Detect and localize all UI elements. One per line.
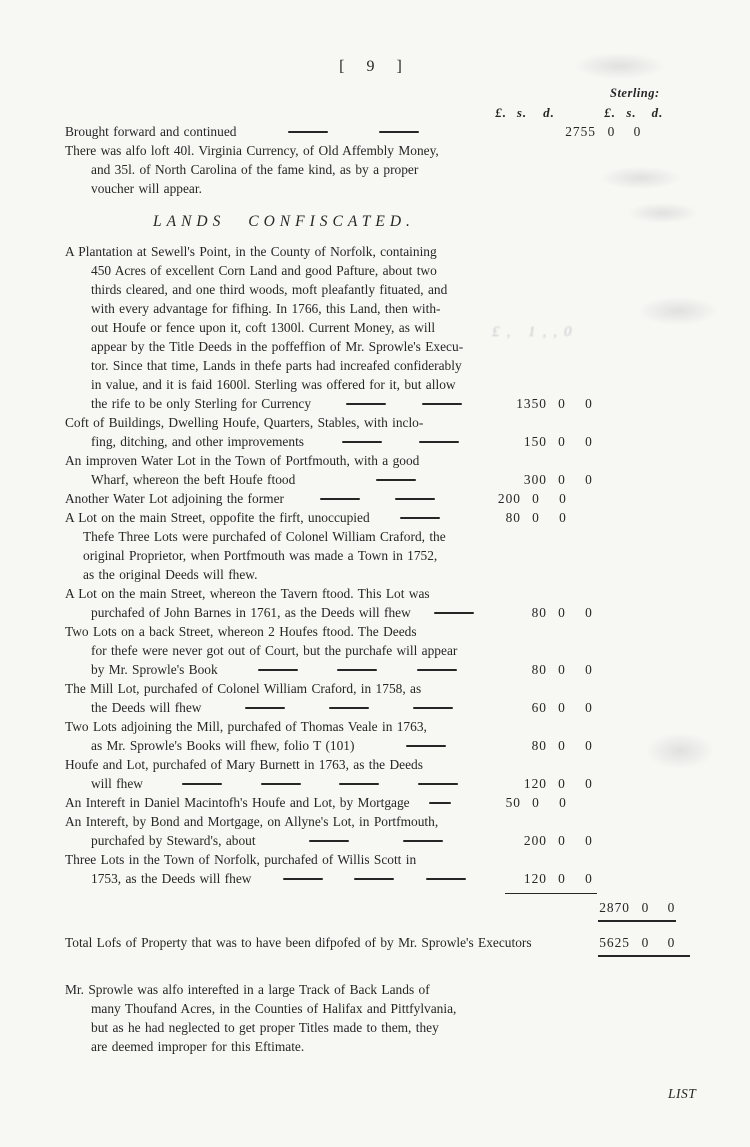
text-line: Coft of Buildings, Dwelling Houfe, Quarters, Stables, with inclo- — [65, 415, 424, 430]
dash-leader — [284, 489, 471, 508]
text-line: Mr. Sprowle was alfo interefted in a large Track of Back Lands of — [65, 982, 430, 997]
ledger-entry-row — [65, 122, 750, 141]
total-underline — [598, 955, 690, 957]
text-line: thirds cleared, and one third woods, moft pleafantly fituated, and — [91, 282, 448, 297]
text-line: but as he had neglected to get proper Titles made to them, they — [91, 1020, 439, 1035]
amount-cell: 0 — [532, 491, 540, 506]
leader-dash — [403, 840, 443, 842]
empty-cell — [471, 122, 521, 141]
empty-cell — [601, 698, 656, 717]
sterling-pence-header: d. — [651, 105, 664, 120]
dash-leader — [236, 122, 471, 141]
amount-cell: 0 — [585, 700, 593, 715]
sterling-pounds-header: £. — [604, 105, 616, 120]
amount-cell: 0 — [559, 491, 567, 506]
amount-cell: 0 — [558, 396, 566, 411]
dash-leader — [295, 470, 497, 489]
entry-text: purchafed by Steward's, about — [91, 833, 256, 848]
amount-cell: 1350 — [516, 396, 547, 411]
amount-cell: 200 — [523, 833, 547, 848]
dash-leader — [304, 432, 497, 451]
empty-cell — [630, 793, 661, 812]
text-line: for thefe were never got out of Court, but the purchafe will appear — [91, 643, 458, 658]
leader-dash — [422, 403, 462, 405]
subtotal-underline — [598, 920, 676, 922]
amount-cell: 0 — [585, 738, 593, 753]
text-line: many Thoufand Acres, in the Counties of Halifax and Pittfylvania, — [91, 1001, 457, 1016]
entry-description — [65, 394, 497, 413]
entry-description — [65, 603, 497, 622]
leader-dash — [258, 669, 298, 671]
empty-cell — [687, 831, 708, 850]
entry-description — [65, 869, 497, 888]
empty-cell — [687, 660, 708, 679]
column-headers — [65, 104, 750, 122]
text-line: out Houfe or fence upon it, coft 1300l. Current Money, as will — [91, 320, 436, 335]
ledger-entry-row — [65, 489, 750, 508]
empty-cell — [687, 470, 708, 489]
leader-dash — [283, 878, 323, 880]
dash-leader — [311, 394, 497, 413]
dash-leader — [354, 736, 497, 755]
leader-dash — [329, 707, 369, 709]
empty-cell — [575, 508, 630, 527]
entry-text: the rife to be only Sterling for Currency — [91, 396, 312, 411]
sterling-shillings-header: s. — [626, 105, 637, 120]
empty-cell — [656, 660, 687, 679]
empty-cell — [601, 774, 656, 793]
leader-dash — [418, 783, 458, 785]
empty-cell — [656, 603, 687, 622]
entry-text: the Deeds will fhew — [91, 700, 202, 715]
leader-dash — [309, 840, 349, 842]
empty-cell — [687, 698, 708, 717]
amount-cell: 0 — [585, 605, 593, 620]
empty-cell — [656, 869, 687, 888]
ledger-entry-row — [65, 736, 750, 755]
entry-description — [65, 698, 497, 717]
subtotal-pounds: 2870 — [599, 900, 630, 915]
empty-cell — [656, 831, 687, 850]
empty-cell — [630, 508, 661, 527]
empty-cell — [656, 698, 687, 717]
leader-dash — [337, 669, 377, 671]
leader-dash — [376, 479, 416, 481]
subtotal-shillings: 0 — [641, 900, 650, 915]
amount-cell: 80 — [505, 510, 521, 525]
entry-text: will fhew — [91, 776, 143, 791]
empty-cell — [656, 432, 687, 451]
ledger-entry-row — [65, 508, 750, 527]
amount-cell: 0 — [585, 396, 593, 411]
subtotal-spacer — [65, 898, 471, 917]
amount-cell: 0 — [558, 605, 566, 620]
sterling-subtotal-row — [65, 898, 750, 917]
page-number: [ 9 ] — [339, 58, 411, 75]
ledger-entry-row — [65, 394, 750, 413]
header-spacer — [65, 104, 457, 122]
amount-cell: 0 — [558, 662, 566, 677]
amount-cell: 2755 — [565, 124, 596, 139]
amount-cell: 0 — [532, 510, 540, 525]
leader-dash — [400, 517, 440, 519]
empty-cell — [656, 470, 687, 489]
text-line: Two Lots adjoining the Mill, purchafed of Thomas Veale in 1763, — [65, 719, 427, 734]
dash-leader — [411, 603, 497, 622]
amount-cell: 120 — [523, 776, 547, 791]
leader-dash — [346, 403, 386, 405]
leader-dash — [261, 783, 301, 785]
section-heading: LANDS CONFISCATED. — [153, 213, 415, 230]
text-line: in value, and it is faid 1600l. Sterling was offered for it, but allow — [91, 377, 456, 392]
entry-text: An Intereft in Daniel Macintofh's Houfe and Lot, by Mortgage — [65, 795, 410, 810]
text-line: voucher will appear. — [91, 181, 202, 196]
empty-cell — [661, 508, 682, 527]
leader-dash — [419, 441, 459, 443]
empty-cell — [687, 603, 708, 622]
ledger-entry-row — [65, 660, 750, 679]
amount-cell: 0 — [558, 871, 566, 886]
total-shillings: 0 — [641, 935, 650, 950]
leader-dash — [288, 131, 328, 133]
entry-description — [65, 793, 471, 812]
leader-dash — [417, 669, 457, 671]
dash-leader — [370, 508, 471, 527]
leader-dash — [406, 745, 446, 747]
text-line: 450 Acres of excellent Corn Land and good Pafture, about two — [91, 263, 437, 278]
leader-dash — [245, 707, 285, 709]
empty-cell — [687, 869, 708, 888]
empty-cell — [687, 432, 708, 451]
amount-cell: 0 — [585, 871, 593, 886]
ledger-entry-row — [65, 831, 750, 850]
ledger-entry-row — [65, 869, 750, 888]
empty-cell — [630, 489, 661, 508]
entry-description — [65, 432, 497, 451]
empty-cell — [601, 736, 656, 755]
text-line: as the original Deeds will fhew. — [83, 567, 258, 582]
text-line: Houfe and Lot, purchafed of Mary Burnett in 1763, as the Deeds — [65, 757, 423, 772]
ledger-entries — [65, 122, 750, 888]
amount-cell: 0 — [585, 472, 593, 487]
amount-cell: 0 — [558, 776, 566, 791]
empty-cell — [601, 394, 656, 413]
empty-cell — [601, 470, 656, 489]
text-line: with every advantage for fifhing. In 1766, this Land, then with- — [91, 301, 441, 316]
ledger-entry-row — [65, 698, 750, 717]
total-pounds: 5625 — [599, 935, 630, 950]
empty-cell — [601, 660, 656, 679]
entry-text: by Mr. Sprowle's Book — [91, 662, 218, 677]
empty-cell — [656, 774, 687, 793]
leader-dash — [426, 878, 466, 880]
amount-cell: 80 — [531, 738, 547, 753]
empty-cell — [661, 489, 682, 508]
amount-cell: 0 — [633, 124, 642, 139]
ghost-writing: £, 1,,0 — [492, 324, 579, 340]
dash-leader — [251, 869, 497, 888]
amount-cell: 200 — [497, 491, 521, 506]
ledger-entry-row — [65, 603, 750, 622]
entry-description — [65, 774, 497, 793]
empty-cell — [687, 774, 708, 793]
catchword: LIST — [668, 1086, 697, 1101]
leader-dash — [379, 131, 419, 133]
amount-cell: 80 — [531, 662, 547, 677]
entry-text: as Mr. Sprowle's Books will fhew, folio T (101) — [91, 738, 355, 753]
amount-cell: 300 — [523, 472, 547, 487]
leader-dash — [182, 783, 222, 785]
total-label: Total Lofs of Property that was to have been difpofed of by Mr. Sprowle's Executors — [65, 935, 532, 950]
text-line: tor. Since that time, Lands in thefe parts had increafed confiderably — [91, 358, 462, 373]
entry-text: Brought forward and continued — [65, 124, 237, 139]
entry-description — [65, 122, 471, 141]
sterling-column-label: Sterling: — [610, 86, 660, 100]
empty-cell — [687, 394, 708, 413]
entry-text: A Lot on the main Street, oppofite the firft, unoccupied — [65, 510, 370, 525]
entry-text: Another Water Lot adjoining the former — [65, 491, 284, 506]
text-line: and 35l. of North Carolina of the fame kind, as by a proper — [91, 162, 419, 177]
amount-cell: 0 — [585, 776, 593, 791]
subtotal-pence: 0 — [667, 900, 676, 915]
empty-cell — [551, 898, 575, 917]
entry-description — [65, 736, 497, 755]
currency-pence-header: d. — [543, 105, 555, 120]
text-line: Thefe Three Lots were purchafed of Colonel William Craford, the — [83, 529, 446, 544]
dash-leader — [201, 698, 497, 717]
empty-cell — [687, 736, 708, 755]
currency-shillings-header: s. — [516, 105, 528, 120]
leader-dash — [342, 441, 382, 443]
total-pence: 0 — [667, 935, 676, 950]
empty-cell — [656, 736, 687, 755]
amount-cell: 120 — [523, 871, 547, 886]
text-line: Three Lots in the Town of Norfolk, purchafed of Willis Scott in — [65, 852, 417, 867]
leader-dash — [395, 498, 435, 500]
ledger-entry-row — [65, 793, 750, 812]
amount-cell: 150 — [523, 434, 547, 449]
empty-cell — [601, 432, 656, 451]
amount-cell: 0 — [558, 833, 566, 848]
ledger-entry-row — [65, 774, 750, 793]
dash-leader — [218, 660, 497, 679]
dash-leader — [256, 831, 497, 850]
entry-description — [65, 660, 497, 679]
dash-leader — [410, 793, 471, 812]
empty-cell — [521, 898, 551, 917]
entry-description — [65, 489, 471, 508]
amount-cell: 0 — [607, 124, 616, 139]
empty-cell — [656, 394, 687, 413]
text-line: A Lot on the main Street, whereon the Tavern ftood. This Lot was — [65, 586, 430, 601]
total-row — [65, 933, 750, 952]
closing-paragraph — [65, 980, 750, 1056]
leader-dash — [339, 783, 379, 785]
empty-cell — [601, 869, 656, 888]
ledger-entry-row — [65, 432, 750, 451]
text-line: appear by the Title Deeds in the poffeffion of Mr. Sprowle's Execu- — [91, 339, 464, 354]
amount-cell: 0 — [585, 833, 593, 848]
empty-cell — [575, 793, 630, 812]
leader-dash — [429, 802, 451, 804]
entry-text: fing, ditching, and other improvements — [91, 434, 304, 449]
amount-cell: 50 — [505, 795, 521, 810]
text-line: The Mill Lot, purchafed of Colonel William Craford, in 1758, as — [65, 681, 422, 696]
entry-text: Wharf, whereon the beft Houfe ftood — [91, 472, 296, 487]
amount-cell: 0 — [532, 795, 540, 810]
empty-cell — [575, 489, 630, 508]
amount-cell: 0 — [558, 472, 566, 487]
text-line: There was alfo loft 40l. Virginia Currency, of Old Affembly Money, — [65, 143, 439, 158]
text-line: An improven Water Lot in the Town of Portfmouth, with a good — [65, 453, 420, 468]
empty-cell — [471, 898, 521, 917]
dash-leader — [143, 774, 497, 793]
amount-cell: 0 — [558, 434, 566, 449]
text-line: are deemed improper for this Eftimate. — [91, 1039, 305, 1054]
leader-dash — [434, 612, 474, 614]
entry-text: purchafed of John Barnes in 1761, as the Deeds will fhew — [91, 605, 411, 620]
amount-cell: 0 — [558, 700, 566, 715]
currency-subtotal-rule — [505, 893, 597, 894]
entry-description — [65, 470, 497, 489]
entry-description — [65, 831, 497, 850]
currency-subtotal-rule-row — [65, 888, 750, 898]
amount-cell: 80 — [531, 605, 547, 620]
empty-cell — [661, 793, 682, 812]
amount-cell: 60 — [531, 700, 547, 715]
amount-cell: 0 — [585, 662, 593, 677]
currency-pounds-header: £. — [495, 105, 507, 120]
empty-cell — [601, 831, 656, 850]
amount-cell: 0 — [585, 434, 593, 449]
amount-cell: 0 — [558, 738, 566, 753]
ledger-entry-row — [65, 470, 750, 489]
text-line: An Intereft, by Bond and Mortgage, on Allyne's Lot, in Portfmouth, — [65, 814, 439, 829]
leader-dash — [354, 878, 394, 880]
entry-text: 1753, as the Deeds will fhew — [91, 871, 252, 886]
empty-cell — [601, 603, 656, 622]
text-line: A Plantation at Sewell's Point, in the County of Norfolk, containing — [65, 244, 437, 259]
amount-cell: 0 — [559, 510, 567, 525]
amount-cell: 0 — [559, 795, 567, 810]
text-line: original Proprietor, when Portfmouth was made a Town in 1752, — [83, 548, 438, 563]
leader-dash — [320, 498, 360, 500]
text-line: Two Lots on a back Street, whereon 2 Houfes ftood. The Deeds — [65, 624, 417, 639]
leader-dash — [413, 707, 453, 709]
entry-description — [65, 508, 471, 527]
